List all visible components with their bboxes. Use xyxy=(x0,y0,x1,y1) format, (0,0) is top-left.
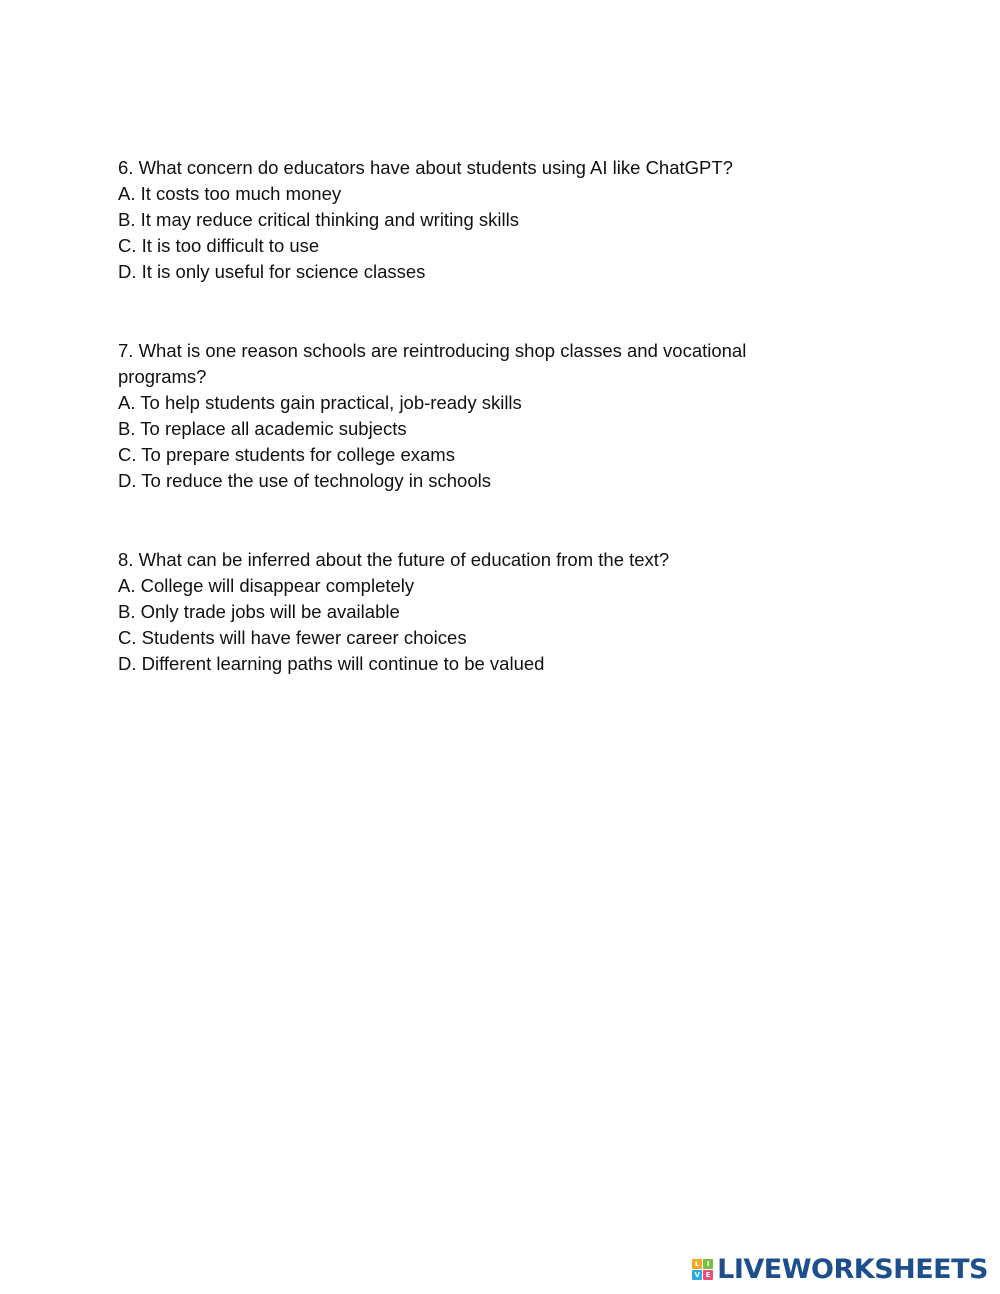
answer-option-b: B. Only trade jobs will be available xyxy=(118,601,400,622)
liveworksheets-branding xyxy=(692,1252,988,1286)
answer-option-a: A. It costs too much money xyxy=(118,183,342,204)
answer-option-d: D. It is only useful for science classes xyxy=(118,261,426,282)
question-prompt: 8. What can be inferred about the future of education from the text? xyxy=(118,549,670,570)
liveworksheets-wordmark: LIVEWORKSHEETS xyxy=(717,1253,988,1285)
question-6 xyxy=(118,155,818,285)
answer-option-c: C. To prepare students for college exams xyxy=(118,444,455,465)
answer-option-b: B. It may reduce critical thinking and writing skills xyxy=(118,209,519,230)
logo-letter-v: V xyxy=(692,1270,702,1280)
question-8 xyxy=(118,547,818,677)
answer-option-b: B. To replace all academic subjects xyxy=(118,418,407,439)
answer-option-d: D. To reduce the use of technology in schools xyxy=(118,470,491,491)
question-prompt: 7. What is one reason schools are reintroducing shop classes and vocational programs? xyxy=(118,340,747,387)
answer-option-a: A. College will disappear completely xyxy=(118,575,415,596)
answer-option-c: C. It is too difficult to use xyxy=(118,235,320,256)
logo-letter-e: E xyxy=(703,1270,713,1280)
liveworksheets-logo-icon xyxy=(692,1259,713,1280)
answer-option-d: D. Different learning paths will continue to be valued xyxy=(118,653,545,674)
question-prompt: 6. What concern do educators have about students using AI like ChatGPT? xyxy=(118,157,733,178)
answer-option-c: C. Students will have fewer career choices xyxy=(118,627,467,648)
answer-option-a: A. To help students gain practical, job-ready skills xyxy=(118,392,522,413)
logo-letter-l: L xyxy=(692,1259,702,1269)
question-7 xyxy=(118,338,818,494)
logo-letter-i: I xyxy=(703,1259,713,1269)
